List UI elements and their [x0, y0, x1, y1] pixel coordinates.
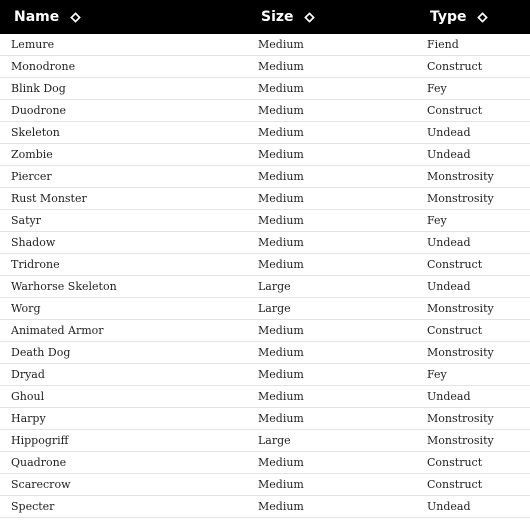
cell-type: Monstrosity — [427, 192, 494, 205]
cell-name: Ghoul — [11, 390, 45, 403]
cell-size: Medium — [258, 236, 304, 249]
cell-type: Undead — [427, 500, 471, 513]
cell-size: Medium — [258, 104, 304, 117]
cell-size: Medium — [258, 126, 304, 139]
cell-size: Medium — [258, 456, 304, 469]
cell-name: Scarecrow — [11, 478, 71, 491]
cell-size: Medium — [258, 500, 304, 513]
cell-type: Undead — [427, 280, 471, 293]
table-row — [0, 210, 530, 232]
table-row — [0, 122, 530, 144]
sort-diamond-icon[interactable] — [476, 10, 490, 24]
cell-size: Medium — [258, 148, 304, 161]
cell-name: Hippogriff — [11, 434, 69, 447]
cell-name: Blink Dog — [11, 82, 66, 95]
sort-diamond-icon[interactable] — [68, 10, 82, 24]
table-row — [0, 144, 530, 166]
cell-size: Large — [258, 302, 291, 315]
table-row — [0, 78, 530, 100]
table-row — [0, 496, 530, 518]
cell-type: Construct — [427, 478, 483, 491]
cell-size: Medium — [258, 82, 304, 95]
cell-name: Rust Monster — [11, 192, 87, 205]
cell-type: Construct — [427, 60, 483, 73]
cell-size: Medium — [258, 258, 304, 271]
cell-name: Harpy — [11, 412, 46, 425]
cell-type: Construct — [427, 456, 483, 469]
table-row — [0, 232, 530, 254]
cell-name: Duodrone — [11, 104, 67, 117]
cell-size: Medium — [258, 324, 304, 337]
cell-type: Construct — [427, 324, 483, 337]
cell-name: Death Dog — [11, 346, 71, 359]
table-row — [0, 254, 530, 276]
cell-name: Animated Armor — [11, 324, 104, 337]
cell-size: Medium — [258, 346, 304, 359]
cell-size: Medium — [258, 38, 304, 51]
column-header-type[interactable] — [427, 9, 530, 25]
table-header — [0, 0, 530, 34]
cell-name: Piercer — [11, 170, 52, 183]
table-row — [0, 430, 530, 452]
column-header-label: Type — [430, 9, 467, 25]
cell-type: Fiend — [427, 38, 459, 51]
cell-type: Monstrosity — [427, 412, 494, 425]
cell-size: Medium — [258, 390, 304, 403]
cell-size: Medium — [258, 412, 304, 425]
cell-type: Monstrosity — [427, 346, 494, 359]
cell-size: Medium — [258, 192, 304, 205]
table-row — [0, 452, 530, 474]
cell-name: Satyr — [11, 214, 41, 227]
sort-diamond-icon[interactable] — [303, 10, 317, 24]
cell-size: Large — [258, 280, 291, 293]
table-row — [0, 364, 530, 386]
table-row — [0, 320, 530, 342]
column-header-label: Size — [261, 9, 294, 25]
cell-name: Monodrone — [11, 60, 76, 73]
cell-name: Shadow — [11, 236, 56, 249]
table-row — [0, 298, 530, 320]
cell-size: Medium — [258, 368, 304, 381]
cell-name: Tridrone — [11, 258, 60, 271]
cell-type: Monstrosity — [427, 302, 494, 315]
cell-type: Construct — [427, 104, 483, 117]
cell-size: Large — [258, 434, 291, 447]
table-row — [0, 408, 530, 430]
cell-type: Construct — [427, 258, 483, 271]
cell-type: Monstrosity — [427, 170, 494, 183]
cell-name: Warhorse Skeleton — [11, 280, 117, 293]
table-row — [0, 100, 530, 122]
table-row — [0, 474, 530, 496]
cell-type: Undead — [427, 236, 471, 249]
cell-name: Lemure — [11, 38, 55, 51]
cell-size: Medium — [258, 214, 304, 227]
table-row — [0, 188, 530, 210]
table-row — [0, 56, 530, 78]
cell-name: Quadrone — [11, 456, 67, 469]
cell-type: Undead — [427, 390, 471, 403]
cell-name: Zombie — [11, 148, 53, 161]
cell-size: Medium — [258, 170, 304, 183]
cell-type: Monstrosity — [427, 434, 494, 447]
cell-size: Medium — [258, 478, 304, 491]
table-row — [0, 166, 530, 188]
table-row — [0, 34, 530, 56]
cell-name: Worg — [11, 302, 41, 315]
cell-type: Fey — [427, 214, 447, 227]
cell-size: Medium — [258, 60, 304, 73]
column-header-label: Name — [14, 9, 60, 25]
column-header-name[interactable] — [0, 9, 258, 25]
cell-type: Undead — [427, 148, 471, 161]
table-body — [0, 34, 530, 518]
table-row — [0, 386, 530, 408]
cell-type: Fey — [427, 368, 447, 381]
table-row — [0, 342, 530, 364]
cell-name: Specter — [11, 500, 55, 513]
column-header-size[interactable] — [258, 9, 427, 25]
cell-name: Dryad — [11, 368, 45, 381]
cell-name: Skeleton — [11, 126, 60, 139]
cell-type: Fey — [427, 82, 447, 95]
cell-type: Undead — [427, 126, 471, 139]
table-row — [0, 276, 530, 298]
